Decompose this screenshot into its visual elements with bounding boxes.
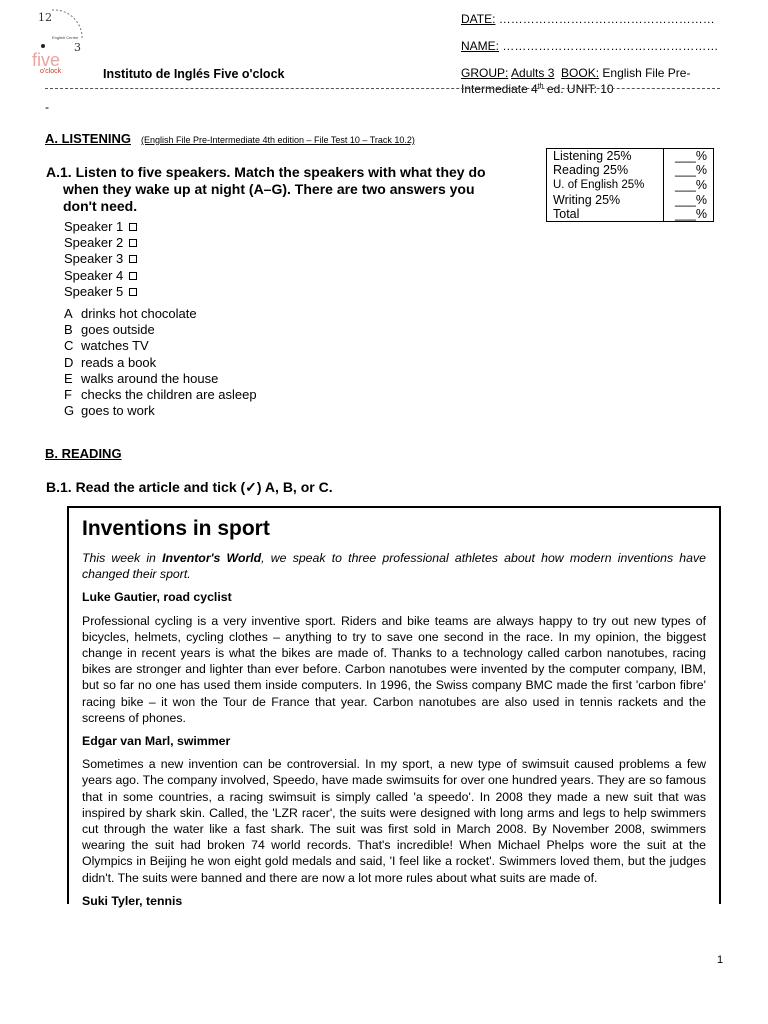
logo-word: five bbox=[32, 50, 61, 70]
book-sup: th bbox=[537, 83, 544, 90]
checkbox-icon[interactable] bbox=[129, 288, 137, 296]
article-content bbox=[82, 514, 706, 916]
logo-num-12: 12 bbox=[38, 11, 52, 24]
option-letter: B bbox=[64, 322, 73, 338]
book-value-3: ed. UNIT: 10 bbox=[543, 82, 614, 96]
option-text: walks around the house bbox=[81, 370, 219, 386]
group-book-field bbox=[461, 66, 690, 96]
logo-sub: o'clock bbox=[40, 68, 62, 75]
list-item bbox=[64, 306, 257, 322]
list-item bbox=[64, 355, 257, 371]
checkbox-icon[interactable] bbox=[129, 255, 137, 263]
answer-options bbox=[64, 306, 257, 419]
list-item[interactable] bbox=[64, 251, 137, 267]
option-text: watches TV bbox=[81, 338, 149, 354]
option-letter: D bbox=[64, 354, 74, 370]
stray-dash: - bbox=[45, 100, 49, 114]
speaker-list bbox=[64, 219, 137, 300]
page-number: 1 bbox=[717, 954, 724, 966]
list-item bbox=[64, 387, 257, 403]
intro-text-2: , we speak to three professional athletes about how modern inventions have changed their sport. bbox=[82, 551, 706, 582]
score-value: ___% bbox=[663, 207, 713, 222]
score-label: Listening 25% bbox=[547, 149, 664, 164]
date-field bbox=[461, 12, 715, 26]
book-value-1: English File Pre- bbox=[602, 66, 691, 80]
score-row bbox=[547, 207, 714, 222]
score-value: ___% bbox=[663, 163, 713, 178]
checkbox-icon[interactable] bbox=[129, 223, 137, 231]
speaker-label: Speaker 3 bbox=[64, 251, 124, 267]
intro-text-1: This week in bbox=[82, 551, 163, 565]
article-speaker-2: Edgar van Marl, swimmer bbox=[82, 734, 231, 749]
group-label: GROUP: bbox=[461, 66, 509, 80]
score-row bbox=[547, 178, 714, 193]
option-text: goes outside bbox=[81, 322, 155, 338]
list-item[interactable] bbox=[64, 284, 137, 300]
score-row bbox=[547, 149, 714, 164]
article-speaker-3: Suki Tyler, tennis bbox=[82, 893, 183, 908]
option-text: goes to work bbox=[81, 403, 155, 419]
listening-note: (English File Pre-Intermediate 4th edition – File Test 10 – Track 10.2) bbox=[140, 135, 415, 145]
name-label: NAME: bbox=[461, 39, 500, 53]
date-dots: ……………………………………………… bbox=[498, 12, 715, 26]
score-row bbox=[547, 192, 714, 207]
score-label: Total bbox=[547, 207, 664, 222]
name-dots: ……………………………………………… bbox=[502, 39, 719, 53]
clock-logo-icon bbox=[30, 8, 88, 76]
article-paragraph-1: Professional cycling is a very inventive sport. Riders and bike teams are always happy to try out new types of bicycles, helmets, cycling clothes – anything to try to save one second in the race. In my opinion, the biggest change in recent years is what the bikes are made of. Thanks to a technology called carbon nanotubes, racing bikes are stronger and lighter than ever before. Carbon nanotubes were invented by the computer company, IBM, but so far no one has used them inside computers. In 1996, the Swiss company BMC made the first 'carbon fibre' racing bike – it won the Tour de France that year. Carbon nanotubes are also used in tennis rackets and the screens of phones. bbox=[82, 613, 706, 725]
logo-num-3: 3 bbox=[74, 41, 81, 54]
option-letter: A bbox=[64, 306, 73, 321]
article-speaker-1: Luke Gautier, road cyclist bbox=[82, 590, 232, 605]
score-row bbox=[547, 163, 714, 178]
score-label: U. of English 25% bbox=[547, 178, 664, 193]
speaker-label: Speaker 1 bbox=[64, 219, 124, 234]
logo-clock-label: English Centre bbox=[52, 35, 79, 40]
option-letter: E bbox=[64, 370, 73, 386]
listening-title: A. LISTENING bbox=[45, 131, 131, 146]
list-item[interactable] bbox=[64, 219, 137, 235]
option-text: drinks hot chocolate bbox=[81, 306, 197, 321]
article-title: Inventions in sport bbox=[82, 517, 270, 540]
listening-task-line2: when they wake up at night (A–G). There are two answers you bbox=[63, 181, 475, 197]
reading-task: B.1. Read the article and tick (✓) A, B, or C. bbox=[46, 479, 333, 495]
score-table bbox=[546, 148, 714, 222]
header-divider bbox=[45, 88, 720, 89]
list-item bbox=[64, 403, 257, 419]
article-paragraph-2: Sometimes a new invention can be controversial. In my sport, a new type of swimsuit caused problems a few years ago. The company involved, Speedo, have made swimsuits for over one hundred years. They are so famous that in some countries, a racing swimsuit is simply called 'a speedo'. In 2008 they made a new suit that was inspired by shark skin. Called, the 'LZR racer', the suits were designed with long arms and legs to help swimmers cut through the water like a fast shark. The suit was first sold in March 2008. By November 2008, swimmers wearing the suit had broken 74 world records. That's incredible! When Michael Phelps wore the suit at the Olympics in Beijing he won eight gold medals and said, 'I feel like a rocket'. Swimmers loved them, but the judges didn't. The suits were banned and there are now a lot more rules about what suits are made of. bbox=[82, 757, 706, 885]
speaker-label: Speaker 2 bbox=[64, 235, 124, 251]
option-letter: G bbox=[64, 403, 75, 419]
list-item bbox=[64, 322, 257, 338]
option-text: checks the children are asleep bbox=[81, 387, 257, 403]
option-text: reads a book bbox=[81, 354, 157, 370]
listening-task-line3: don't need. bbox=[63, 198, 138, 214]
option-letter: C bbox=[64, 338, 74, 354]
intro-bold: Inventor's World bbox=[162, 551, 262, 565]
listening-section-title bbox=[45, 131, 415, 146]
score-value: ___% bbox=[663, 149, 713, 164]
score-value: ___% bbox=[663, 178, 713, 193]
list-item bbox=[64, 371, 257, 387]
listening-task-line1: A.1. Listen to five speakers. Match the speakers with what they do bbox=[46, 164, 486, 180]
school-logo bbox=[30, 8, 88, 76]
reading-section-title: B. READING bbox=[45, 446, 122, 461]
group-value: Adults 3 bbox=[511, 66, 555, 80]
checkbox-icon[interactable] bbox=[129, 272, 137, 280]
score-label: Reading 25% bbox=[547, 163, 664, 178]
list-item[interactable] bbox=[64, 235, 137, 251]
book-value-2: Intermediate 4 bbox=[461, 82, 538, 96]
book-label: BOOK: bbox=[561, 66, 600, 80]
score-value: ___% bbox=[663, 192, 713, 207]
option-letter: F bbox=[64, 387, 72, 403]
checkbox-icon[interactable] bbox=[129, 239, 137, 247]
article-intro bbox=[82, 550, 706, 582]
score-label: Writing 25% bbox=[547, 192, 664, 207]
school-name: Instituto de Inglés Five o'clock bbox=[103, 67, 285, 81]
speaker-label: Speaker 5 bbox=[64, 283, 124, 299]
date-label: DATE: bbox=[461, 12, 496, 26]
name-field bbox=[461, 39, 718, 53]
speaker-label: Speaker 4 bbox=[64, 267, 124, 283]
listening-task bbox=[46, 164, 536, 215]
list-item[interactable] bbox=[64, 268, 137, 284]
article-box bbox=[67, 506, 721, 908]
list-item bbox=[64, 338, 257, 354]
